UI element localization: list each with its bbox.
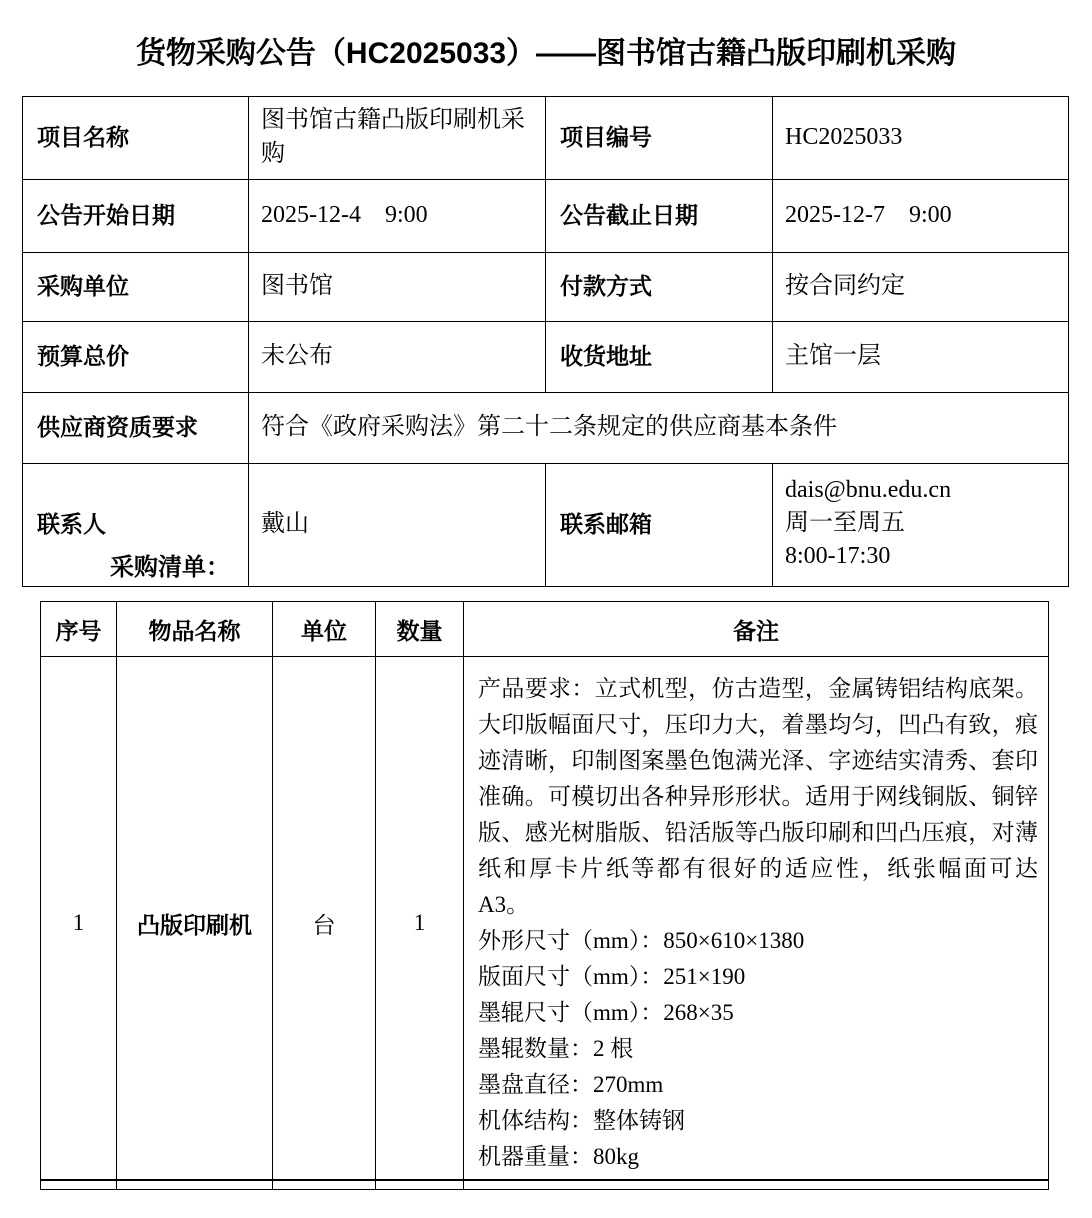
budget-value: 未公布 (249, 322, 546, 393)
delivery-address-value: 主馆一层 (773, 322, 1069, 393)
end-date-label: 公告截止日期 (546, 180, 773, 253)
project-name-label: 项目名称 (23, 97, 249, 180)
remark-description: 产品要求：立式机型，仿古造型，金属铸铝结构底架。大印版幅面尺寸，压印力大，着墨均匀，凹凸有致，痕迹清晰，印制图案墨色饱满光泽、字迹结实清秀、套印准确。可模切出各种异形形状。适用于网线铜版、铜锌版、感光树脂版、铅活版等凸版印刷和凹凸压痕，对薄纸和厚卡片纸等都有很好的适应性，纸张幅面可达 A3。 (478, 676, 1038, 917)
spec-ink-roller-count: 墨辊数量：2 根 (478, 1036, 634, 1061)
table-row (23, 180, 1069, 253)
purchasing-unit-label: 采购单位 (23, 253, 249, 322)
payment-method-value: 按合同约定 (773, 253, 1069, 322)
spec-ink-disc-diameter: 墨盘直径：270mm (478, 1072, 664, 1097)
cell-remark (464, 657, 1049, 1190)
contact-person-label: 联系人 (23, 464, 249, 587)
announcement-info-table (22, 96, 1069, 587)
purchasing-unit-value: 图书馆 (249, 253, 546, 322)
table-header-row (41, 602, 1049, 657)
project-code-label: 项目编号 (546, 97, 773, 180)
column-header-remark: 备注 (464, 602, 1049, 657)
column-header-index: 序号 (41, 602, 117, 657)
table-row (23, 97, 1069, 180)
office-days: 周一至周五 (785, 509, 905, 536)
qualification-label: 供应商资质要求 (23, 393, 249, 464)
cell-item-name: 凸版印刷机 (117, 657, 273, 1190)
table-bottom-rule (40, 1179, 1048, 1181)
contact-email-label: 联系邮箱 (546, 464, 773, 587)
table-row (23, 322, 1069, 393)
spec-machine-weight: 机器重量：80kg (478, 1144, 639, 1169)
spec-plate-size: 版面尺寸（mm）：251×190 (478, 964, 746, 989)
table-row (23, 393, 1069, 464)
spec-body-structure: 机体结构：整体铸钢 (478, 1108, 685, 1133)
cell-unit: 台 (273, 657, 376, 1190)
start-date-value: 2025-12-4 9:00 (249, 180, 546, 253)
table-row (23, 253, 1069, 322)
contact-person-value: 戴山 (249, 464, 546, 587)
start-date-label: 公告开始日期 (23, 180, 249, 253)
page-title: 货物采购公告（HC2025033）——图书馆古籍凸版印刷机采购 (135, 37, 957, 70)
contact-email-value (773, 464, 1069, 587)
procurement-list-table (40, 601, 1049, 1190)
qualification-value: 符合《政府采购法》第二十二条规定的供应商基本条件 (249, 393, 1069, 464)
column-header-name: 物品名称 (117, 602, 273, 657)
payment-method-label: 付款方式 (546, 253, 773, 322)
project-name-value: 图书馆古籍凸版印刷机采购 (249, 97, 546, 180)
project-code-value: HC2025033 (773, 97, 1069, 180)
column-header-unit: 单位 (273, 602, 376, 657)
table-row (41, 657, 1049, 1190)
end-date-value: 2025-12-7 9:00 (773, 180, 1069, 253)
office-hours: 8:00-17:30 (785, 542, 891, 569)
budget-label: 预算总价 (23, 322, 249, 393)
spec-ink-roller-size: 墨辊尺寸（mm）：268×35 (478, 1000, 734, 1025)
cell-index: 1 (41, 657, 117, 1190)
delivery-address-label: 收货地址 (546, 322, 773, 393)
column-header-quantity: 数量 (376, 602, 464, 657)
cell-quantity: 1 (376, 657, 464, 1190)
spec-overall-dimensions: 外形尺寸（mm）：850×610×1380 (478, 928, 805, 953)
email-address: dais@bnu.edu.cn (785, 476, 952, 503)
procurement-list-caption: 采购清单： (110, 554, 230, 581)
